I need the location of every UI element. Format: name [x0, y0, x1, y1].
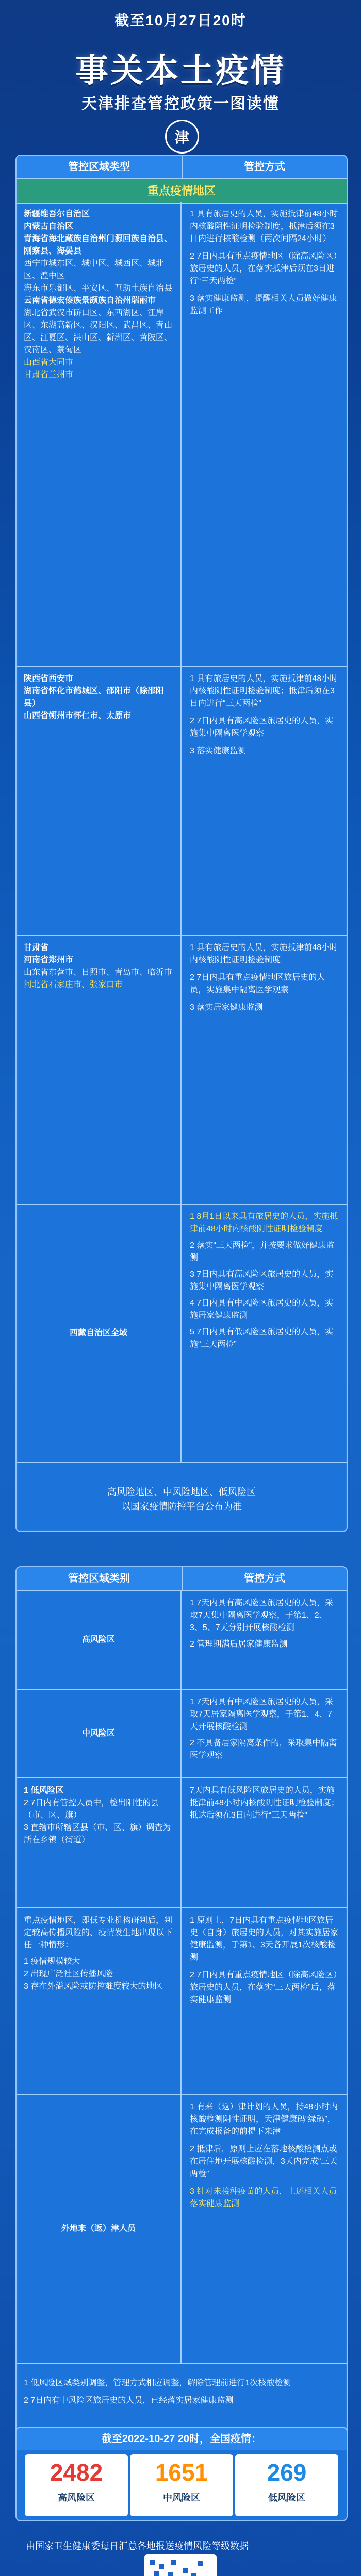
region-item: 海东市乐都区、平安区、互助土族自治县	[24, 284, 173, 293]
region-list	[17, 202, 182, 666]
policy-item: 2 落实“三天两检”，并按要求做好健康监测	[190, 1241, 335, 1262]
policy-list	[183, 667, 347, 935]
policy-list: 1 7天内具有高风险区旅居史的人员，采取7天集中隔离医学观察，于第1、2、3、5、7天分别开展核酸检测 2 管理期满后居家健康监测	[190, 1599, 334, 1649]
policy-item: 5 7日内具有低风险区旅居史的人员，实施“三天两检”	[190, 1328, 334, 1349]
table-row	[17, 1778, 347, 1908]
column-header-region-category: 管控区域类别	[17, 1567, 183, 1590]
policy-item: 1 具有旅居史的人员，实施抵津前48小时内核酸阴性证明检验制度	[190, 943, 338, 964]
region-item: 湖北省武汉市硚口区、东西湖区、江岸区、东湖高新区、汉阳区、武昌区、青山区、江夏区、洪山区、新洲区、黄陂区、汉南区、蔡甸区	[24, 309, 173, 354]
page-title: 事关本土疫情	[75, 52, 286, 89]
region-item: 甘肃省兰州市	[24, 370, 74, 379]
column-header-control-mode: 管控方式	[244, 161, 285, 173]
region-item: 青海省海北藏族自治州门源回族自治县、刚察县、海晏县	[24, 234, 173, 256]
region-item: 河南省郑州市	[24, 956, 74, 964]
table-header-1	[17, 156, 347, 179]
column-header-region-type: 管控区域类型	[17, 156, 183, 178]
region-item: 西藏自治区全域	[69, 1329, 127, 1337]
region-item: 新疆维吾尔自治区	[24, 210, 90, 218]
region-item: 陕西省西安市	[24, 674, 74, 683]
region-item: 西宁市城东区、城中区、城西区、城北区、湟中区	[24, 259, 165, 280]
region-list	[17, 667, 182, 935]
policy-item: 4 7日内具有中风险区旅居史的人员，实施居家健康监测	[190, 1299, 334, 1320]
table-row	[17, 1205, 347, 1463]
region-item: 甘肃省	[24, 943, 49, 952]
policy-list: 7天内具有低风险区旅居史的人员，实施抵津前48小时内核酸阴性证明检验制度；抵达后须在3日内进行“三天两检”	[190, 1786, 339, 1820]
region-item: 山东省东营市、日照市、青岛市、临沂市	[24, 968, 173, 977]
report-date: 截至10月27日20时	[114, 12, 247, 28]
table1-footnote: 高风险地区、中风险地区、低风险区 以国家疫情防控平台公布为准	[107, 1487, 256, 1512]
policy-item: 2 7日内具有重点疫情地区旅居史的人员，实施集中隔离医学观察	[190, 973, 325, 994]
region-item: 内蒙古自治区	[24, 222, 74, 231]
stats-panel	[15, 2427, 348, 2521]
stats-title: 截至2022-10-27 20时，全国疫情：	[17, 2428, 347, 2450]
policy-item: 1 8月1日以来具有旅居史的人员，实施抵津前48小时内核酸阴性证明检验制度	[190, 1212, 338, 1233]
policy-item: 3 落实居家健康监测	[190, 1003, 263, 1012]
table2-footnotes: 1 低风险区域类别调整，管理方式相应调整，解除管理前进行1次核酸检测 2 7日内有中风险区旅居史的人员，已经落实居家健康监测	[24, 2379, 291, 2405]
footer	[0, 2530, 361, 2576]
policy-item: 1 具有旅居史的人员，实施抵津前48小时内核酸阴性证明检验制度；抵津后须在3日内进行“三天两检”	[190, 674, 338, 708]
column-header-control-mode: 管控方式	[244, 1573, 285, 1584]
region-item: 湖南省怀化市鹤城区、邵阳市（除邵阳县）	[24, 687, 165, 708]
source-note: 由国家卫生健康委每日汇总各地报送疫情风险等级数据	[26, 2541, 249, 2551]
policy-list	[183, 936, 347, 1204]
policy-table-2	[15, 1566, 348, 2490]
stat-high-risk: 2482 高风险区	[25, 2454, 128, 2516]
qr-code-icon[interactable]	[144, 2554, 217, 2576]
region-item: 云南省德宏傣族景颇族自治州瑞丽市	[24, 296, 156, 305]
stat-low-risk: 269 低风险区	[235, 2454, 338, 2516]
region-item: 河北省石家庄市、张家口市	[24, 980, 123, 989]
policy-item: 2 7日内具有重点疫情地区（除高风险区）旅居史的人员，在落实抵津后须在3日进行“三天两检”	[190, 252, 338, 285]
header	[0, 0, 361, 170]
region-category: 高风险区	[17, 1591, 182, 1689]
region-item: 山西省大同市	[24, 358, 74, 367]
region-item: 山西省朔州市怀仁市、太原市	[24, 711, 132, 720]
page-subtitle: 天津排查管控政策一图读懂	[81, 95, 280, 112]
table-row	[17, 936, 347, 1205]
policy-list	[183, 202, 347, 666]
policy-item: 2 7日内具有高风险区旅居史的人员，实施集中隔离医学观察	[190, 717, 334, 738]
policy-item: 3 落实健康监测，提醒相关人员做好健康监测工作	[190, 294, 337, 315]
table-row	[17, 2095, 347, 2364]
policy-item: 1 具有旅居史的人员，实施抵津前48小时内核酸阴性证明检验制度，抵津后须在3日内进行核酸检测（两次间隔24小时）	[190, 210, 338, 243]
policy-list	[183, 1205, 347, 1462]
region-list	[17, 936, 182, 1204]
stat-medium-risk: 1651 中风险区	[130, 2454, 233, 2516]
table-row	[17, 1591, 347, 1690]
policy-list: 1 有来（返）津计划的人员，持48小时内核酸检测阴性证明，天津健康码“绿码”，在完成报备的前提下来津 2 抵津后，原则上应在落地核酸检测点或在居住地开展核酸检测，3天内完成“三天两检” 3 针对未接种疫苗的人员，上述相关人员落实健康监测	[190, 2103, 338, 2208]
table-row	[17, 1690, 347, 1778]
policy-table-1	[15, 155, 348, 1532]
region-category: 重点疫情地区，即低专业机构研判后，判定较高传播风险的、疫情发生地出现以下任一种情形： 1 疫情规模较大 2 出现广泛社区传播风险 3 存在外溢风险或防控难度较大的地区	[17, 1908, 182, 2094]
table-row	[17, 667, 347, 936]
tianjin-logo-icon: 津	[165, 120, 199, 154]
policy-list: 1 7天内具有中风险区旅居史的人员，采取7天居家隔离医学观察，于第1、4、7天开展核酸检测 2 不具备居家隔离条件的，采取集中隔离医学观察	[190, 1698, 337, 1760]
region-category: 1 低风险区 2 7日内有管控人员中，检出阳性的县（市、区、旗） 3 直辖市所辖区县（市、区、旗）调查为所在乡镇（街道）	[17, 1778, 182, 1907]
policy-item: 3 落实健康监测	[190, 747, 247, 755]
region-list	[17, 1205, 182, 1462]
table-row	[17, 202, 347, 667]
policy-item: 3 7日内具有高风险区旅居史的人员，实施集中隔离医学观察	[190, 1270, 334, 1291]
risk-banner-key-areas: 重点疫情地区	[17, 179, 347, 204]
table-header-2	[17, 1567, 347, 1591]
table-row	[17, 1908, 347, 2095]
region-category: 外地来（返）津人员	[17, 2095, 182, 2363]
region-category: 中风险区	[17, 1690, 182, 1777]
policy-list: 1 原则上，7日内具有重点疫情地区旅居史（自身）旅居史的人员，对其实施居家健康监测，于第1、3天各开展1次核酸检测 2 7日内具有重点疫情地区（除高风险区）旅居史的人员，在落实“三天两检”后，落实健康监测	[190, 1916, 339, 2004]
